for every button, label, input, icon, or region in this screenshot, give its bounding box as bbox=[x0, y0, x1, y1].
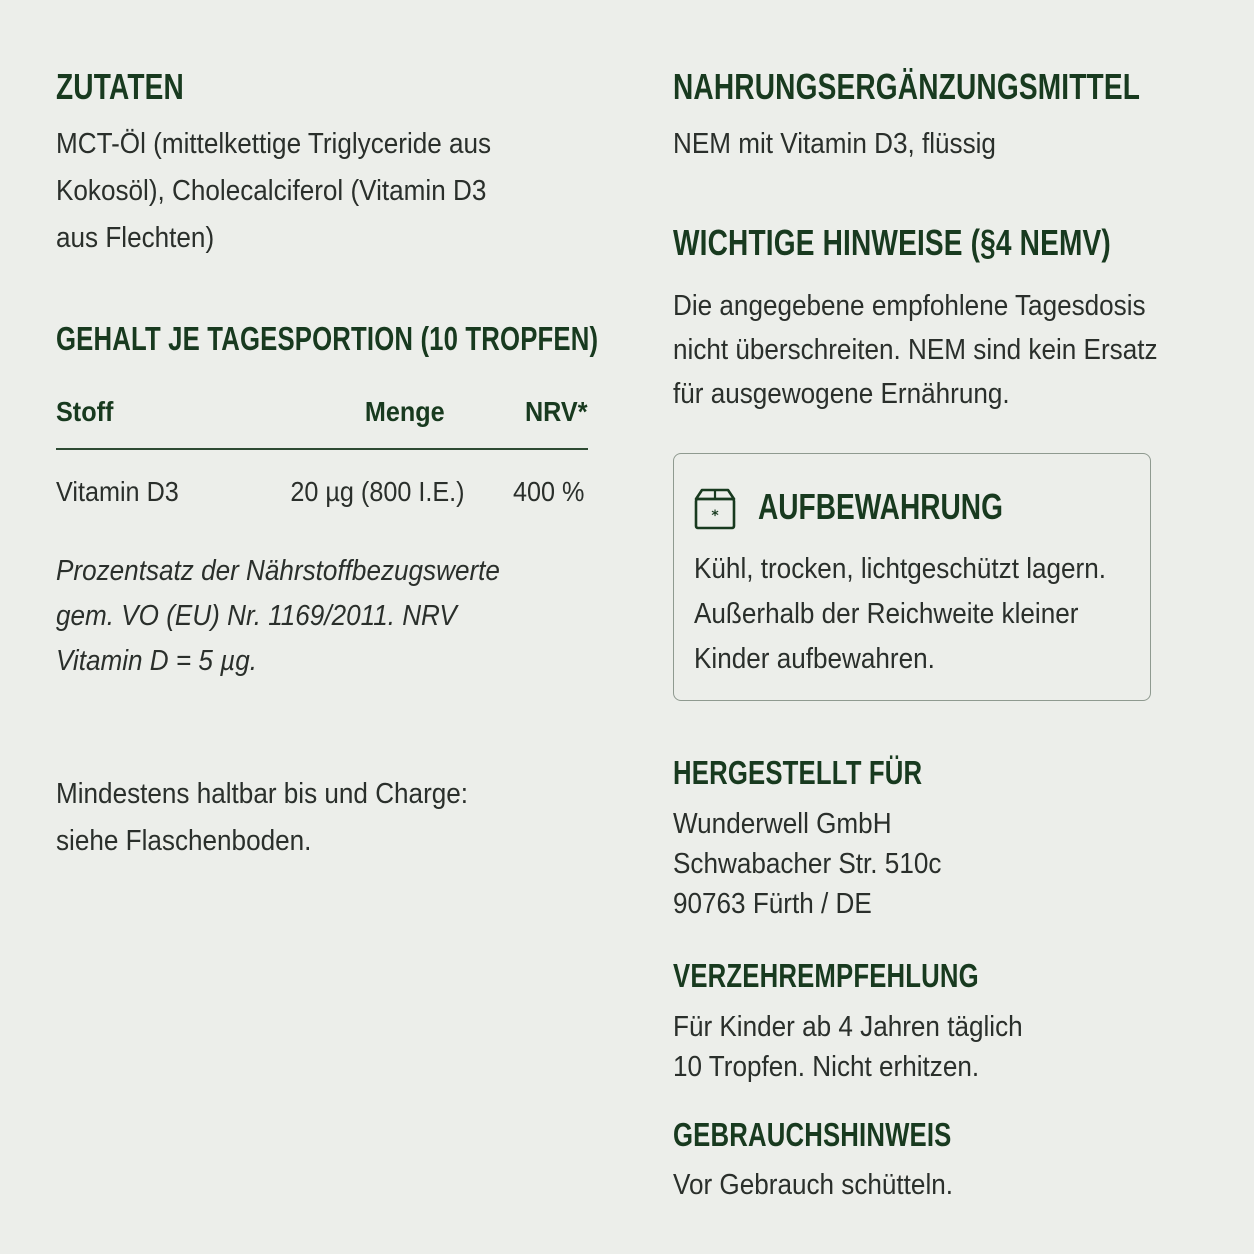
column-header-amount: Menge bbox=[365, 396, 445, 427]
column-header-nrv: NRV* bbox=[525, 396, 588, 427]
best-before-line: Mindestens haltbar bis und Charge: bbox=[56, 778, 469, 810]
nrv-footnote bbox=[56, 549, 500, 684]
notes-text bbox=[673, 284, 1158, 416]
supplement-text: NEM mit Vitamin D3, flüssig bbox=[673, 128, 996, 160]
svg-text:*: * bbox=[711, 508, 719, 524]
dosage-heading: VERZEHREMPFEHLUNG bbox=[673, 957, 979, 994]
storage-box-icon bbox=[693, 487, 737, 531]
ingredients-line: aus Flechten) bbox=[56, 222, 215, 254]
notes-line: für ausgewogene Ernährung. bbox=[673, 378, 1010, 410]
storage-line: Kinder aufbewahren. bbox=[694, 643, 935, 675]
nutrition-table bbox=[56, 396, 588, 507]
ingredients-text bbox=[56, 121, 491, 262]
storage-line: Außerhalb der Reichweite kleiner bbox=[694, 598, 1079, 630]
usage-text: Vor Gebrauch schütteln. bbox=[673, 1169, 954, 1201]
storage-heading: AUFBEWAHRUNG bbox=[758, 486, 1003, 527]
best-before-text bbox=[56, 771, 468, 865]
table-row bbox=[56, 476, 588, 516]
dosage-line: 10 Tropfen. Nicht erhitzen. bbox=[673, 1051, 980, 1083]
ingredients-heading: ZUTATEN bbox=[56, 66, 184, 107]
best-before-line: siehe Flaschenboden. bbox=[56, 825, 312, 857]
address-line: 90763 Fürth / DE bbox=[673, 888, 872, 920]
manufacturer-heading: HERGESTELLT FÜR bbox=[673, 754, 923, 791]
ingredients-line: Kokosöl), Cholecalciferol (Vitamin D3 bbox=[56, 175, 487, 207]
dosage-line: Für Kinder ab 4 Jahren täglich bbox=[673, 1011, 1023, 1043]
storage-line: Kühl, trocken, lichtgeschützt lagern. bbox=[694, 553, 1107, 585]
footnote-line: Vitamin D = 5 µg. bbox=[56, 645, 257, 677]
supplement-heading: NAHRUNGSERGÄNZUNGSMITTEL bbox=[673, 66, 1141, 107]
table-header bbox=[56, 396, 588, 436]
storage-text bbox=[694, 547, 1106, 682]
notes-line: nicht überschreiten. NEM sind kein Ersatz bbox=[673, 334, 1158, 366]
address-line: Wunderwell GmbH bbox=[673, 808, 892, 840]
usage-heading: GEBRAUCHSHINWEIS bbox=[673, 1116, 952, 1153]
cell-amount: 20 µg (800 I.E.) bbox=[290, 476, 465, 507]
notes-line: Die angegebene empfohlene Tagesdosis bbox=[673, 290, 1146, 322]
footnote-line: Prozentsatz der Nährstoffbezugswerte bbox=[56, 555, 500, 587]
cell-substance: Vitamin D3 bbox=[56, 476, 179, 507]
address-line: Schwabacher Str. 510c bbox=[673, 848, 942, 880]
manufacturer-address bbox=[673, 804, 941, 924]
ingredients-line: MCT-Öl (mittelkettige Triglyceride aus bbox=[56, 128, 492, 160]
column-header-substance: Stoff bbox=[56, 396, 114, 427]
notes-heading: WICHTIGE HINWEISE (§4 NEMV) bbox=[673, 222, 1111, 263]
content-heading: GEHALT JE TAGESPORTION (10 TROPFEN) bbox=[56, 320, 599, 357]
cell-nrv: 400 % bbox=[512, 476, 584, 507]
dosage-text bbox=[673, 1007, 1023, 1087]
table-divider bbox=[56, 448, 588, 450]
footnote-line: gem. VO (EU) Nr. 1169/2011. NRV bbox=[56, 600, 457, 632]
storage-box bbox=[673, 453, 1151, 701]
